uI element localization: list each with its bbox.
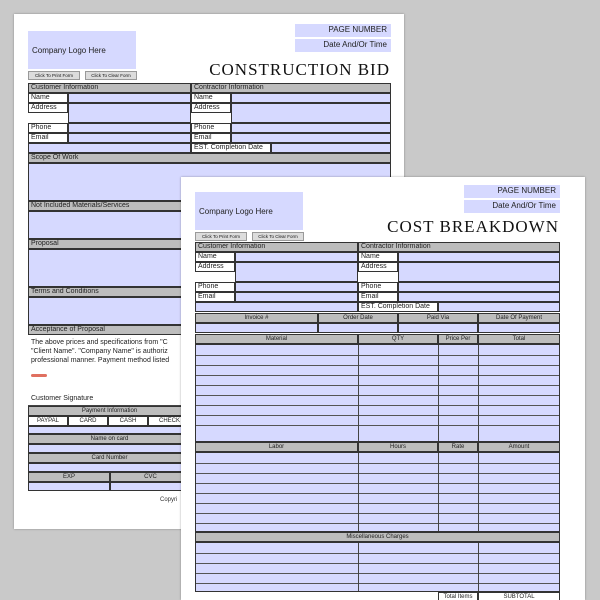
column-divider (438, 345, 439, 441)
column-divider (478, 345, 479, 441)
print-form-button[interactable]: Click To Print Form (28, 71, 80, 80)
customer-phone-input[interactable] (235, 282, 358, 292)
table-row (196, 583, 559, 584)
table-row (196, 473, 559, 474)
table-row (196, 415, 559, 416)
table-row (196, 385, 559, 386)
copyright-text: Copyri (160, 497, 178, 503)
customer-email-input[interactable] (235, 292, 358, 302)
contractor-name-label: Name (191, 93, 231, 103)
date-time-field[interactable]: Date And/Or Time (295, 39, 391, 52)
card-number-input[interactable] (28, 463, 191, 472)
customer-info-header: Customer Information (28, 83, 191, 93)
table-row (196, 503, 559, 504)
est-completion-label: EST. Completion Date (358, 302, 438, 312)
exp-input[interactable] (28, 482, 110, 491)
page-number-field[interactable]: PAGE NUMBER (295, 24, 391, 37)
table-row (196, 553, 559, 554)
invoice-number-input[interactable] (195, 323, 318, 333)
name-on-card-label: Name on card (28, 434, 191, 444)
customer-name-label: Name (28, 93, 68, 103)
contractor-address-input[interactable] (231, 103, 391, 123)
contractor-address-label: Address (191, 103, 231, 113)
customer-name-input[interactable] (235, 252, 358, 262)
contractor-name-label: Name (358, 252, 398, 262)
payment-cash[interactable]: CASH (108, 416, 148, 426)
paid-via-input[interactable] (398, 323, 478, 333)
column-divider (478, 453, 479, 531)
qty-header: QTY (358, 334, 438, 344)
material-header: Material (195, 334, 358, 344)
customer-email-label: Email (195, 292, 235, 302)
cost-breakdown-page (181, 177, 585, 600)
customer-extra-input[interactable] (195, 302, 358, 312)
exp-label: EXP (28, 472, 110, 482)
table-row (196, 405, 559, 406)
customer-email-input[interactable] (68, 133, 191, 143)
contractor-phone-input[interactable] (398, 282, 560, 292)
contractor-phone-input[interactable] (231, 123, 391, 133)
column-divider (358, 543, 359, 591)
cvc-label: CVC (110, 472, 191, 482)
customer-address-input[interactable] (235, 262, 358, 282)
table-row (196, 493, 559, 494)
contractor-phone-label: Phone (191, 123, 231, 133)
acceptance-header: Acceptance of Proposal (28, 325, 391, 335)
customer-phone-label: Phone (195, 282, 235, 292)
page-title: CONSTRUCTION BID (209, 60, 390, 79)
column-divider (438, 453, 439, 531)
customer-address-input[interactable] (68, 103, 191, 123)
customer-name-input[interactable] (68, 93, 191, 103)
payment-check[interactable]: CHECK (148, 416, 191, 426)
misc-charges-header: Miscellaneous Charges (195, 532, 560, 542)
labor-header: Labor (195, 442, 358, 452)
invoice-number-header: Invoice # (195, 313, 318, 323)
est-completion-label: EST. Completion Date (191, 143, 271, 153)
customer-address-label: Address (28, 103, 68, 113)
card-number-label: Card Number (28, 453, 191, 463)
customer-info-header: Customer Information (195, 242, 358, 252)
payment-method-input[interactable] (28, 426, 191, 434)
table-row (196, 513, 559, 514)
contractor-email-label: Email (358, 292, 398, 302)
company-logo-placeholder: Company Logo Here (28, 31, 136, 69)
total-items-label: Total Items (438, 592, 478, 600)
hours-header: Hours (358, 442, 438, 452)
page-number-field[interactable]: PAGE NUMBER (464, 185, 560, 198)
table-row (196, 573, 559, 574)
customer-phone-label: Phone (28, 123, 68, 133)
contractor-name-input[interactable] (398, 252, 560, 262)
table-row (196, 365, 559, 366)
table-row (196, 355, 559, 356)
order-date-input[interactable] (318, 323, 398, 333)
clear-form-button[interactable]: Click To Clear Form (85, 71, 137, 80)
payment-paypal[interactable]: PAYPAL (28, 416, 68, 426)
customer-extra-input[interactable] (28, 143, 191, 153)
table-row (196, 463, 559, 464)
page-title: COST BREAKDOWN (387, 217, 559, 236)
date-time-field[interactable]: Date And/Or Time (464, 200, 560, 213)
date-of-payment-input[interactable] (478, 323, 560, 333)
rate-header: Rate (438, 442, 478, 452)
order-date-header: Order Date (318, 313, 398, 323)
labor-table-body[interactable] (195, 452, 560, 532)
contractor-info-header: Contractor Information (191, 83, 391, 93)
total-header: Total (478, 334, 560, 344)
company-logo-placeholder: Company Logo Here (195, 192, 303, 230)
contractor-name-input[interactable] (231, 93, 391, 103)
paid-via-header: Paid Via (398, 313, 478, 323)
table-row (196, 483, 559, 484)
table-row (196, 425, 559, 426)
contractor-email-label: Email (191, 133, 231, 143)
terms-header: Terms and Conditions (28, 287, 391, 297)
customer-phone-input[interactable] (68, 123, 191, 133)
est-completion-input[interactable] (438, 302, 560, 312)
column-divider (358, 453, 359, 531)
payment-info-header: Payment Information (28, 406, 191, 416)
not-included-header: Not Included Materials/Services (28, 201, 391, 211)
est-completion-input[interactable] (271, 143, 391, 153)
table-row (196, 523, 559, 524)
column-divider (478, 543, 479, 591)
contractor-info-header: Contractor Information (358, 242, 560, 252)
contractor-address-label: Address (358, 262, 398, 272)
date-of-payment-header: Date Of Payment (478, 313, 560, 323)
contractor-email-input[interactable] (398, 292, 560, 302)
contractor-address-input[interactable] (398, 262, 560, 282)
material-table-body[interactable] (195, 344, 560, 442)
payment-card[interactable]: CARD (68, 416, 108, 426)
acceptance-text-line-3: professional manner. Payment method listed (31, 357, 170, 364)
scope-of-work-header: Scope Of Work (28, 153, 391, 163)
proposal-header: Proposal (28, 239, 391, 249)
price-per-header: Price Per (438, 334, 478, 344)
table-row (196, 375, 559, 376)
subtotal-label: SUBTOTAL (478, 592, 560, 600)
customer-email-label: Email (28, 133, 68, 143)
table-row (196, 395, 559, 396)
contractor-phone-label: Phone (358, 282, 398, 292)
customer-address-label: Address (195, 262, 235, 272)
acceptance-text-line-2: "Client Name". "Company Name" is authoriz (31, 348, 168, 355)
customer-name-label: Name (195, 252, 235, 262)
misc-charges-body[interactable] (195, 542, 560, 592)
contractor-email-input[interactable] (231, 133, 391, 143)
table-row (196, 563, 559, 564)
customer-signature-label: Customer Signature (31, 395, 94, 402)
name-on-card-input[interactable] (28, 444, 191, 453)
acceptance-text-line-1: The above prices and specifications from "C (31, 339, 168, 346)
cvc-input[interactable] (110, 482, 191, 491)
red-mark (31, 374, 47, 377)
column-divider (358, 345, 359, 441)
clear-form-button[interactable]: Click To Clear Form (252, 232, 304, 241)
print-form-button[interactable]: Click To Print Form (195, 232, 247, 241)
amount-header: Amount (478, 442, 560, 452)
